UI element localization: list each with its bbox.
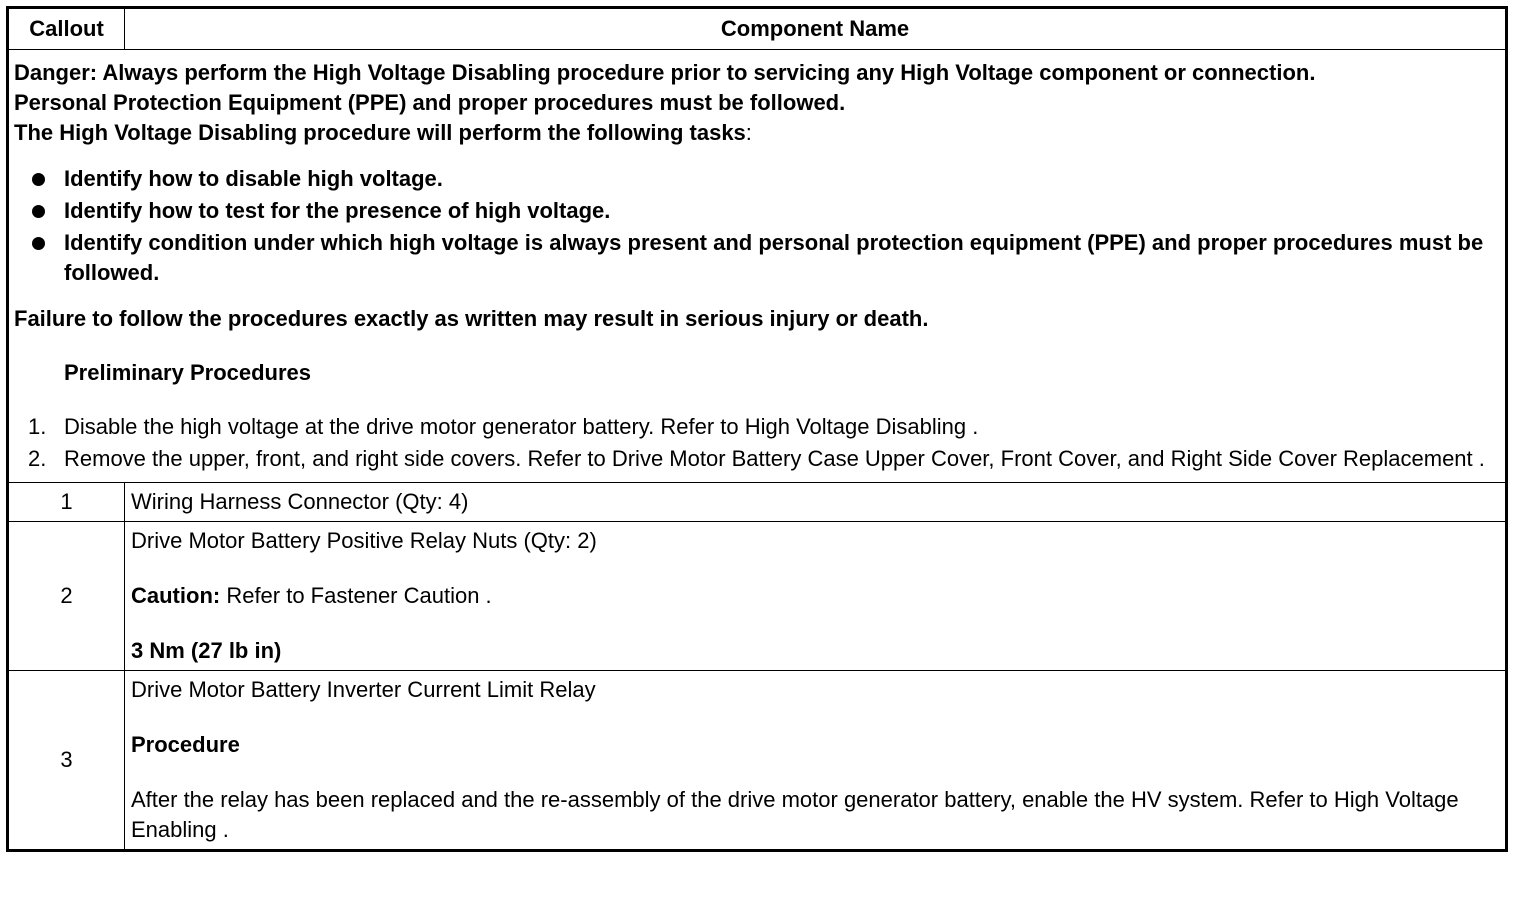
caution-note xyxy=(131,581,1499,611)
bullet-icon xyxy=(32,237,45,250)
list-item xyxy=(14,228,1501,288)
tasks-intro xyxy=(14,118,1501,148)
preliminary-procedures-title: Preliminary Procedures xyxy=(64,360,312,385)
step-number: 1. xyxy=(28,414,47,439)
task-bullet-list xyxy=(14,164,1501,288)
component-name: Drive Motor Battery Positive Relay Nuts (Qty: 2) xyxy=(131,528,597,553)
danger-notice xyxy=(8,50,1507,483)
header-component-name: Component Name xyxy=(125,8,1507,50)
preliminary-steps xyxy=(14,412,1501,474)
list-item xyxy=(14,196,1501,226)
list-item xyxy=(14,412,1501,442)
step-number: 2. xyxy=(28,446,47,471)
procedure-title: Procedure xyxy=(131,732,240,757)
bullet-icon xyxy=(32,205,45,218)
danger-row xyxy=(8,50,1507,483)
step-text: Disable the high voltage at the drive motor generator battery. Refer to High Voltage Disabling . xyxy=(64,414,979,439)
component-table xyxy=(6,6,1508,852)
torque-spec: 3 Nm (27 lb in) xyxy=(131,638,282,663)
component-cell xyxy=(125,483,1507,522)
header-row xyxy=(8,8,1507,50)
injury-warning: Failure to follow the procedures exactly as written may result in serious injury or death. xyxy=(14,306,929,331)
danger-line-1: Danger: Always perform the High Voltage Disabling procedure prior to servicing any High Voltage component or connection. xyxy=(14,60,1316,85)
callout-number: 3 xyxy=(8,671,125,851)
bullet-text: Identify how to disable high voltage. xyxy=(64,166,443,191)
component-name: Drive Motor Battery Inverter Current Limit Relay xyxy=(131,677,596,702)
header-callout: Callout xyxy=(8,8,125,50)
caution-text: Refer to Fastener Caution . xyxy=(220,583,492,608)
bullet-text: Identify condition under which high voltage is always present and personal protection equipment (PPE) and proper procedures must be followed. xyxy=(64,230,1484,285)
bullet-icon xyxy=(32,173,45,186)
list-item xyxy=(14,444,1501,474)
component-cell xyxy=(125,671,1507,851)
table-row xyxy=(8,522,1507,671)
table-row xyxy=(8,483,1507,522)
tasks-intro-text: The High Voltage Disabling procedure will perform the following tasks xyxy=(14,120,746,145)
component-cell xyxy=(125,522,1507,671)
list-item xyxy=(14,164,1501,194)
callout-number: 2 xyxy=(8,522,125,671)
callout-number: 1 xyxy=(8,483,125,522)
table-row xyxy=(8,671,1507,851)
procedure-text: After the relay has been replaced and the re-assembly of the drive motor generator battery, enable the HV system. Refer to High Voltage Enabling . xyxy=(131,787,1459,842)
caution-label: Caution: xyxy=(131,583,221,608)
bullet-text: Identify how to test for the presence of high voltage. xyxy=(64,198,611,223)
component-name: Wiring Harness Connector (Qty: 4) xyxy=(131,489,469,514)
tasks-intro-colon: : xyxy=(745,120,752,145)
danger-line-2: Personal Protection Equipment (PPE) and proper procedures must be followed. xyxy=(14,90,846,115)
step-text: Remove the upper, front, and right side covers. Refer to Drive Motor Battery Case Upper Cover, Front Cover, and Right Side Cover Replacement . xyxy=(64,446,1485,471)
